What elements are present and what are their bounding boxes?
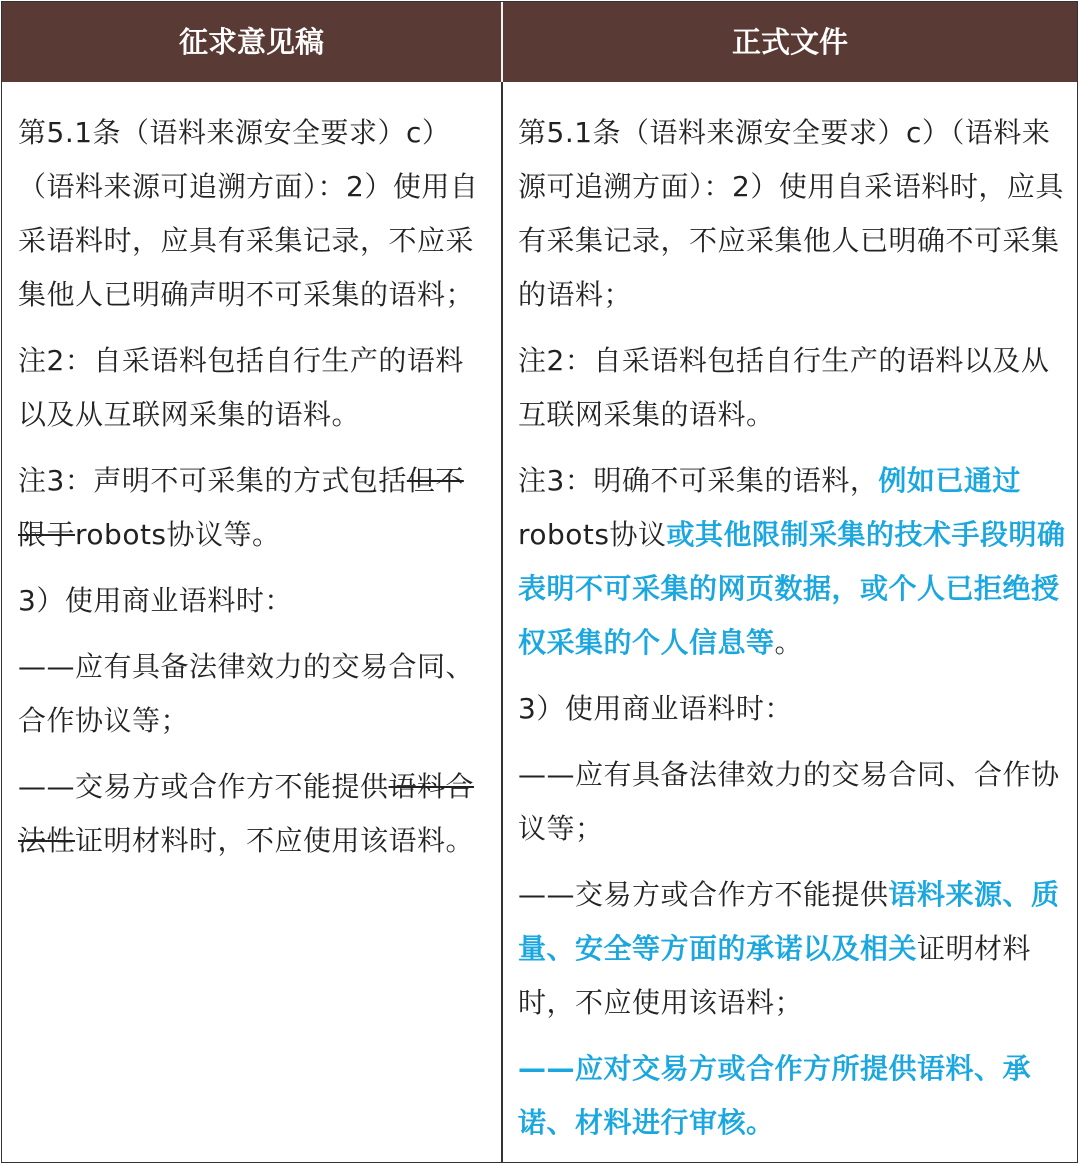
draft-proof-text: ——交易方或合作方不能提供 (18, 770, 389, 803)
draft-item-proof (18, 760, 490, 868)
final-item-3: 3）使用商业语料时： (518, 692, 793, 725)
draft-note-3-text-end: robots协议等。 (75, 518, 281, 551)
final-note-2: 注2：自采语料包括自行生产的语料以及从互联网采集的语料。 (518, 344, 1050, 431)
final-proof-text-end: 证明材料时，不应使用该语料； (518, 932, 1032, 1019)
draft-note-3-deleted: 但不限于 (18, 464, 464, 551)
final-item-proof (518, 868, 1073, 1030)
draft-proof-text-end: 证明材料时，不应使用该语料。 (75, 824, 475, 857)
final-note-3-added-2: 或其他限制采集的技术手段明确表明不可采集的网页数据，或个人已拒绝授权采集的个人信息等 (518, 518, 1066, 659)
draft-item-contract: ——应有具备法律效力的交易合同、合作协议等； (18, 650, 475, 737)
final-note-3-end: 。 (774, 626, 804, 659)
column-divider (501, 82, 503, 1162)
draft-clause: 第5.1条（语料来源安全要求）c）（语料来源可追溯方面）：2）使用自采语料时，应具有采集记录，不应采集他人已明确声明不可采集的语料； (18, 116, 479, 311)
final-column (518, 82, 1073, 1162)
final-proof-added: 语料来源、质量、安全等方面的承诺以及相关 (518, 878, 1060, 965)
draft-note-2: 注2：自采语料包括自行生产的语料以及从互联网采集的语料。 (18, 344, 464, 431)
final-item-review: ——应对交易方或合作方所提供语料、承诺、材料进行审核。 (518, 1052, 1032, 1139)
comparison-table (1, 1, 1078, 1163)
final-note-3-added: 例如已通过 (878, 464, 1021, 497)
header-draft: 征求意见稿 (178, 25, 324, 59)
table-header (2, 2, 1077, 82)
draft-item-3: 3）使用商业语料时： (18, 584, 293, 617)
final-clause: 第5.1条（语料来源安全要求）c）（语料来源可追溯方面）：2）使用自采语料时，应具有采集记录，不应采集他人已明确不可采集的语料； (518, 116, 1064, 311)
final-note-3-robots: robots协议 (518, 518, 667, 551)
final-item-contract: ——应有具备法律效力的交易合同、合作协议等； (518, 758, 1060, 845)
final-proof-text: ——交易方或合作方不能提供 (518, 878, 889, 911)
draft-column (18, 82, 490, 880)
header-final: 正式文件 (731, 25, 848, 59)
final-note-3 (518, 454, 1073, 670)
draft-note-3-text: 注3：声明不可采集的方式包括 (18, 464, 407, 497)
final-note-3-text: 注3：明确不可采集的语料， (518, 464, 879, 497)
draft-proof-deleted: 语料合法性 (18, 770, 475, 857)
draft-note-3 (18, 454, 490, 562)
